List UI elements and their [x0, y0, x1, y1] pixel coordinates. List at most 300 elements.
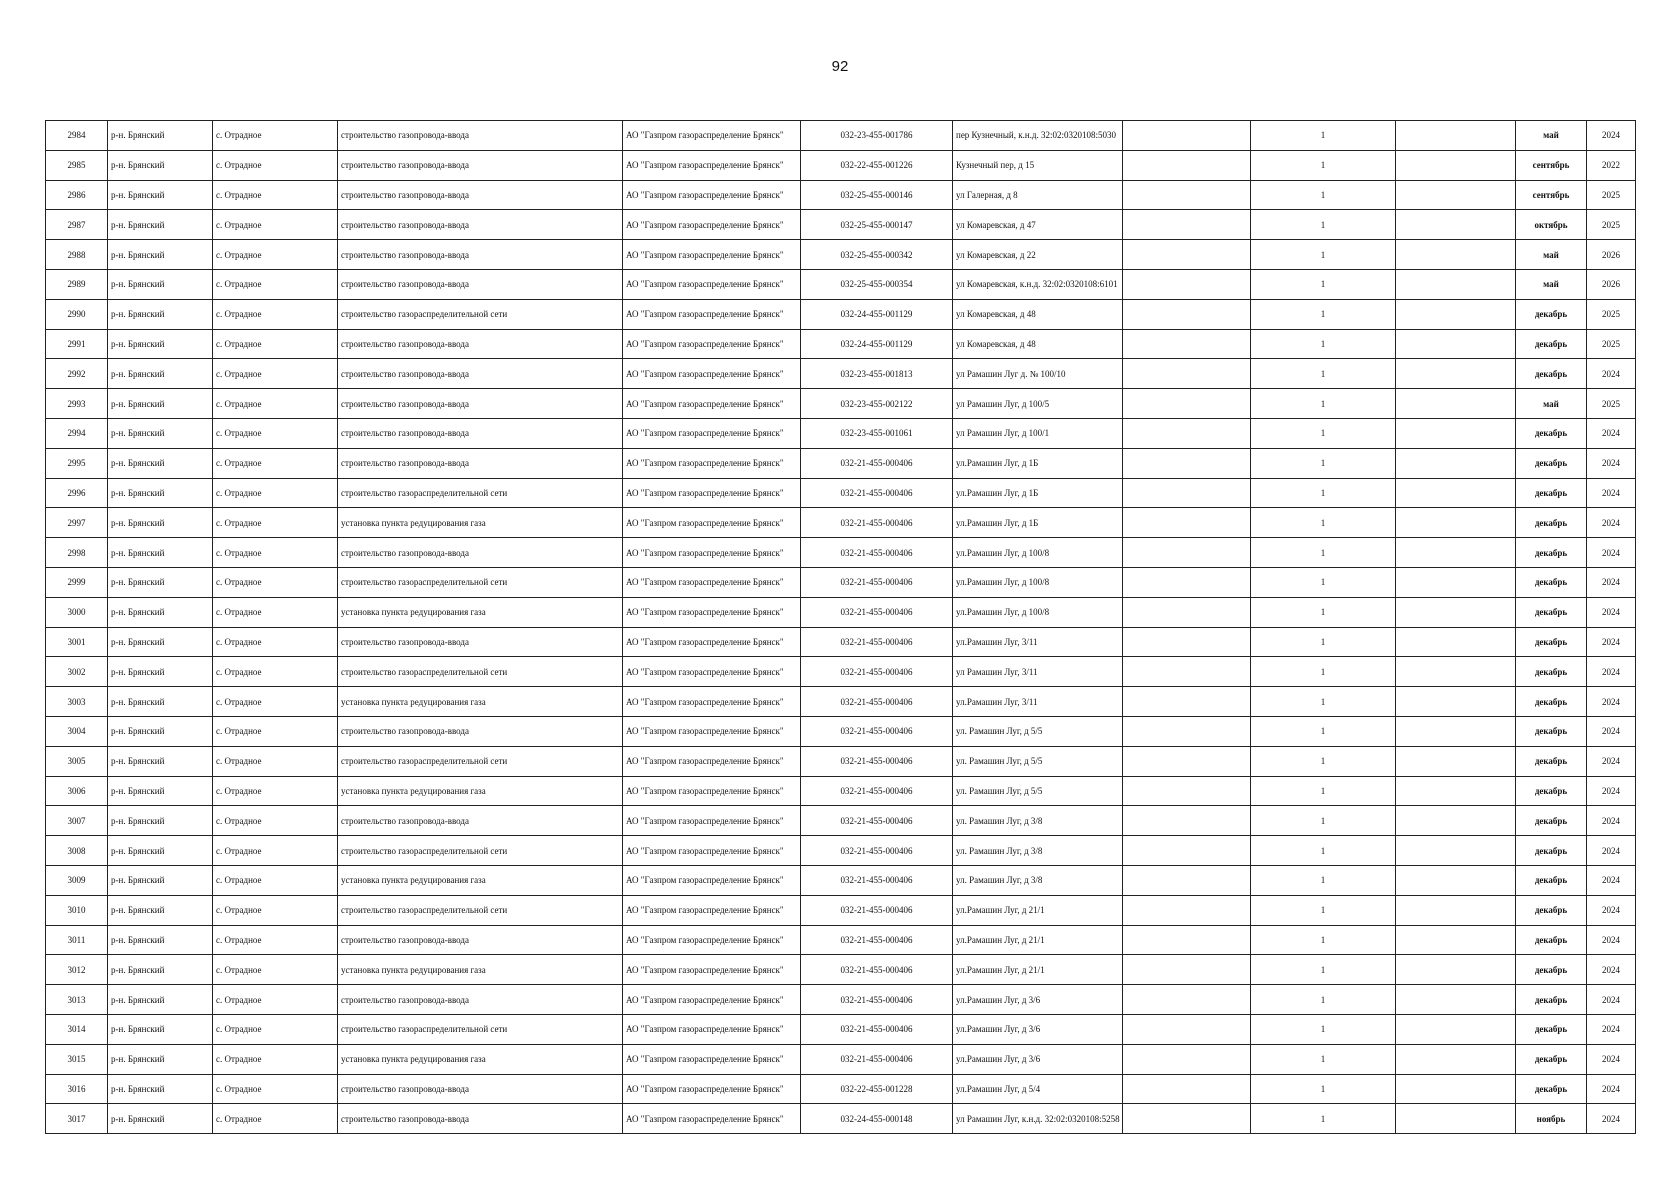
table-row: [46, 150, 1636, 180]
empty-cell: [1123, 359, 1251, 389]
year-cell: 2024: [1587, 746, 1636, 776]
village-cell: с. Отрадное: [213, 657, 338, 687]
empty-cell: [1396, 776, 1516, 806]
record-number: 3007: [46, 806, 108, 836]
empty-cell: [1396, 121, 1516, 151]
record-number: 2984: [46, 121, 108, 151]
record-number: 2990: [46, 299, 108, 329]
address-cell: ул.Рамашин Луг, д 3/6: [953, 1044, 1123, 1074]
village-cell: с. Отрадное: [213, 478, 338, 508]
month-cell: декабрь: [1516, 1074, 1587, 1104]
organization-cell: АО "Газпром газораспределение Брянск": [623, 389, 801, 419]
organization-cell: АО "Газпром газораспределение Брянск": [623, 121, 801, 151]
district-cell: р-н. Брянский: [108, 895, 213, 925]
month-cell: декабрь: [1516, 985, 1587, 1015]
object-code-cell: 032-21-455-000406: [801, 955, 953, 985]
work-type-cell: строительство газопровода-ввода: [338, 627, 623, 657]
object-code-cell: 032-25-455-000147: [801, 210, 953, 240]
organization-cell: АО "Газпром газораспределение Брянск": [623, 269, 801, 299]
organization-cell: АО "Газпром газораспределение Брянск": [623, 1104, 801, 1134]
object-code-cell: 032-22-455-001226: [801, 150, 953, 180]
empty-cell: [1396, 1044, 1516, 1074]
object-code-cell: 032-21-455-000406: [801, 538, 953, 568]
organization-cell: АО "Газпром газораспределение Брянск": [623, 1074, 801, 1104]
year-cell: 2022: [1587, 150, 1636, 180]
object-code-cell: 032-23-455-002122: [801, 389, 953, 419]
district-cell: р-н. Брянский: [108, 329, 213, 359]
month-cell: декабрь: [1516, 657, 1587, 687]
table-body: [46, 121, 1636, 1134]
empty-cell: [1123, 687, 1251, 717]
year-cell: 2026: [1587, 269, 1636, 299]
address-cell: ул. Рамашин Луг, д 5/5: [953, 746, 1123, 776]
address-cell: ул.Рамашин Луг, д 21/1: [953, 925, 1123, 955]
district-cell: р-н. Брянский: [108, 240, 213, 270]
organization-cell: АО "Газпром газораспределение Брянск": [623, 955, 801, 985]
year-cell: 2025: [1587, 210, 1636, 240]
address-cell: ул.Рамашин Луг, д 100/8: [953, 597, 1123, 627]
organization-cell: АО "Газпром газораспределение Брянск": [623, 627, 801, 657]
table-row: [46, 389, 1636, 419]
district-cell: р-н. Брянский: [108, 925, 213, 955]
year-cell: 2024: [1587, 448, 1636, 478]
village-cell: с. Отрадное: [213, 240, 338, 270]
district-cell: р-н. Брянский: [108, 657, 213, 687]
registry-table: [45, 120, 1636, 1134]
record-number: 2994: [46, 418, 108, 448]
work-type-cell: строительство газопровода-ввода: [338, 418, 623, 448]
quantity-cell: 1: [1251, 597, 1396, 627]
quantity-cell: 1: [1251, 687, 1396, 717]
record-number: 3009: [46, 865, 108, 895]
month-cell: сентябрь: [1516, 180, 1587, 210]
organization-cell: АО "Газпром газораспределение Брянск": [623, 359, 801, 389]
month-cell: декабрь: [1516, 508, 1587, 538]
record-number: 3005: [46, 746, 108, 776]
object-code-cell: 032-23-455-001786: [801, 121, 953, 151]
year-cell: 2024: [1587, 657, 1636, 687]
object-code-cell: 032-21-455-000406: [801, 567, 953, 597]
address-cell: пер Кузнечный, к.н.д. 32:02:0320108:5030: [953, 121, 1123, 151]
district-cell: р-н. Брянский: [108, 1044, 213, 1074]
table-row: [46, 925, 1636, 955]
year-cell: 2024: [1587, 1074, 1636, 1104]
village-cell: с. Отрадное: [213, 687, 338, 717]
object-code-cell: 032-23-455-001813: [801, 359, 953, 389]
empty-cell: [1123, 925, 1251, 955]
year-cell: 2024: [1587, 955, 1636, 985]
work-type-cell: строительство газопровода-ввода: [338, 985, 623, 1015]
object-code-cell: 032-25-455-000354: [801, 269, 953, 299]
quantity-cell: 1: [1251, 150, 1396, 180]
month-cell: декабрь: [1516, 627, 1587, 657]
year-cell: 2024: [1587, 806, 1636, 836]
table-row: [46, 359, 1636, 389]
district-cell: р-н. Брянский: [108, 210, 213, 240]
table-row: [46, 538, 1636, 568]
organization-cell: АО "Газпром газораспределение Брянск": [623, 567, 801, 597]
table-row: [46, 955, 1636, 985]
record-number: 3010: [46, 895, 108, 925]
work-type-cell: строительство газораспределительной сети: [338, 895, 623, 925]
work-type-cell: строительство газопровода-ввода: [338, 180, 623, 210]
record-number: 2996: [46, 478, 108, 508]
work-type-cell: строительство газораспределительной сети: [338, 299, 623, 329]
work-type-cell: установка пункта редуцирования газа: [338, 597, 623, 627]
district-cell: р-н. Брянский: [108, 180, 213, 210]
month-cell: декабрь: [1516, 925, 1587, 955]
empty-cell: [1123, 269, 1251, 299]
month-cell: май: [1516, 121, 1587, 151]
month-cell: октябрь: [1516, 210, 1587, 240]
empty-cell: [1123, 329, 1251, 359]
month-cell: декабрь: [1516, 776, 1587, 806]
month-cell: ноябрь: [1516, 1104, 1587, 1134]
address-cell: ул.Рамашин Луг, д 100/8: [953, 538, 1123, 568]
object-code-cell: 032-21-455-000406: [801, 985, 953, 1015]
empty-cell: [1396, 329, 1516, 359]
object-code-cell: 032-21-455-000406: [801, 478, 953, 508]
empty-cell: [1396, 836, 1516, 866]
village-cell: с. Отрадное: [213, 985, 338, 1015]
table-row: [46, 895, 1636, 925]
year-cell: 2024: [1587, 567, 1636, 597]
organization-cell: АО "Газпром газораспределение Брянск": [623, 448, 801, 478]
empty-cell: [1396, 925, 1516, 955]
quantity-cell: 1: [1251, 1074, 1396, 1104]
village-cell: с. Отрадное: [213, 865, 338, 895]
address-cell: ул.Рамашин Луг, д 3/6: [953, 985, 1123, 1015]
empty-cell: [1396, 478, 1516, 508]
address-cell: ул Рамашин Луг д. № 100/10: [953, 359, 1123, 389]
village-cell: с. Отрадное: [213, 150, 338, 180]
record-number: 2985: [46, 150, 108, 180]
table-row: [46, 299, 1636, 329]
year-cell: 2025: [1587, 389, 1636, 419]
month-cell: декабрь: [1516, 895, 1587, 925]
village-cell: с. Отрадное: [213, 329, 338, 359]
district-cell: р-н. Брянский: [108, 567, 213, 597]
year-cell: 2025: [1587, 299, 1636, 329]
village-cell: с. Отрадное: [213, 567, 338, 597]
empty-cell: [1396, 567, 1516, 597]
month-cell: декабрь: [1516, 448, 1587, 478]
village-cell: с. Отрадное: [213, 627, 338, 657]
organization-cell: АО "Газпром газораспределение Брянск": [623, 716, 801, 746]
table-row: [46, 329, 1636, 359]
table-row: [46, 418, 1636, 448]
quantity-cell: 1: [1251, 955, 1396, 985]
year-cell: 2024: [1587, 687, 1636, 717]
record-number: 3003: [46, 687, 108, 717]
work-type-cell: строительство газопровода-ввода: [338, 448, 623, 478]
village-cell: с. Отрадное: [213, 538, 338, 568]
table-row: [46, 1014, 1636, 1044]
quantity-cell: 1: [1251, 746, 1396, 776]
district-cell: р-н. Брянский: [108, 955, 213, 985]
work-type-cell: строительство газораспределительной сети: [338, 836, 623, 866]
object-code-cell: 032-21-455-000406: [801, 1014, 953, 1044]
village-cell: с. Отрадное: [213, 299, 338, 329]
table-row: [46, 687, 1636, 717]
work-type-cell: установка пункта редуцирования газа: [338, 687, 623, 717]
village-cell: с. Отрадное: [213, 776, 338, 806]
table-row: [46, 240, 1636, 270]
empty-cell: [1123, 657, 1251, 687]
object-code-cell: 032-21-455-000406: [801, 1044, 953, 1074]
address-cell: ул. Рамашин Луг, д 5/5: [953, 776, 1123, 806]
empty-cell: [1396, 955, 1516, 985]
month-cell: май: [1516, 389, 1587, 419]
organization-cell: АО "Газпром газораспределение Брянск": [623, 925, 801, 955]
quantity-cell: 1: [1251, 269, 1396, 299]
year-cell: 2024: [1587, 925, 1636, 955]
village-cell: с. Отрадное: [213, 269, 338, 299]
district-cell: р-н. Брянский: [108, 359, 213, 389]
object-code-cell: 032-21-455-000406: [801, 836, 953, 866]
empty-cell: [1396, 389, 1516, 419]
record-number: 2995: [46, 448, 108, 478]
work-type-cell: строительство газопровода-ввода: [338, 329, 623, 359]
village-cell: с. Отрадное: [213, 389, 338, 419]
address-cell: ул.Рамашин Луг, д 5/4: [953, 1074, 1123, 1104]
address-cell: Кузнечный пер, д 15: [953, 150, 1123, 180]
district-cell: р-н. Брянский: [108, 121, 213, 151]
work-type-cell: строительство газопровода-ввода: [338, 1074, 623, 1104]
organization-cell: АО "Газпром газораспределение Брянск": [623, 180, 801, 210]
empty-cell: [1123, 836, 1251, 866]
district-cell: р-н. Брянский: [108, 478, 213, 508]
object-code-cell: 032-21-455-000406: [801, 687, 953, 717]
year-cell: 2024: [1587, 836, 1636, 866]
object-code-cell: 032-21-455-000406: [801, 627, 953, 657]
empty-cell: [1396, 538, 1516, 568]
district-cell: р-н. Брянский: [108, 627, 213, 657]
record-number: 2999: [46, 567, 108, 597]
work-type-cell: установка пункта редуцирования газа: [338, 776, 623, 806]
table-row: [46, 210, 1636, 240]
empty-cell: [1396, 1074, 1516, 1104]
empty-cell: [1123, 895, 1251, 925]
organization-cell: АО "Газпром газораспределение Брянск": [623, 329, 801, 359]
year-cell: 2024: [1587, 716, 1636, 746]
organization-cell: АО "Газпром газораспределение Брянск": [623, 150, 801, 180]
address-cell: ул Комаревская, д 48: [953, 299, 1123, 329]
organization-cell: АО "Газпром газораспределение Брянск": [623, 597, 801, 627]
empty-cell: [1123, 1044, 1251, 1074]
table-row: [46, 508, 1636, 538]
year-cell: 2025: [1587, 329, 1636, 359]
table-row: [46, 1044, 1636, 1074]
quantity-cell: 1: [1251, 657, 1396, 687]
village-cell: с. Отрадное: [213, 1044, 338, 1074]
empty-cell: [1123, 508, 1251, 538]
village-cell: с. Отрадное: [213, 359, 338, 389]
year-cell: 2024: [1587, 359, 1636, 389]
quantity-cell: 1: [1251, 895, 1396, 925]
year-cell: 2024: [1587, 597, 1636, 627]
empty-cell: [1396, 210, 1516, 240]
object-code-cell: 032-21-455-000406: [801, 448, 953, 478]
address-cell: ул.Рамашин Луг, д 21/1: [953, 955, 1123, 985]
table-row: [46, 180, 1636, 210]
record-number: 3013: [46, 985, 108, 1015]
object-code-cell: 032-21-455-000406: [801, 806, 953, 836]
month-cell: декабрь: [1516, 716, 1587, 746]
record-number: 3001: [46, 627, 108, 657]
object-code-cell: 032-21-455-000406: [801, 895, 953, 925]
address-cell: ул Галерная, д 8: [953, 180, 1123, 210]
empty-cell: [1396, 687, 1516, 717]
month-cell: декабрь: [1516, 567, 1587, 597]
village-cell: с. Отрадное: [213, 925, 338, 955]
work-type-cell: строительство газораспределительной сети: [338, 1014, 623, 1044]
month-cell: декабрь: [1516, 478, 1587, 508]
year-cell: 2024: [1587, 1044, 1636, 1074]
address-cell: ул Рамашин Луг, к.н.д. 32:02:0320108:5258: [953, 1104, 1123, 1134]
address-cell: ул.Рамашин Луг, 3/11: [953, 627, 1123, 657]
quantity-cell: 1: [1251, 210, 1396, 240]
district-cell: р-н. Брянский: [108, 418, 213, 448]
quantity-cell: 1: [1251, 1014, 1396, 1044]
address-cell: ул.Рамашин Луг, д 1Б: [953, 478, 1123, 508]
object-code-cell: 032-25-455-000342: [801, 240, 953, 270]
record-number: 3014: [46, 1014, 108, 1044]
village-cell: с. Отрадное: [213, 597, 338, 627]
year-cell: 2026: [1587, 240, 1636, 270]
village-cell: с. Отрадное: [213, 746, 338, 776]
table-row: [46, 836, 1636, 866]
object-code-cell: 032-21-455-000406: [801, 657, 953, 687]
year-cell: 2024: [1587, 865, 1636, 895]
month-cell: декабрь: [1516, 597, 1587, 627]
year-cell: 2024: [1587, 1014, 1636, 1044]
address-cell: ул.Рамашин Луг, д 1Б: [953, 508, 1123, 538]
address-cell: ул Рамашин Луг, д 100/1: [953, 418, 1123, 448]
quantity-cell: 1: [1251, 836, 1396, 866]
object-code-cell: 032-23-455-001061: [801, 418, 953, 448]
village-cell: с. Отрадное: [213, 716, 338, 746]
month-cell: декабрь: [1516, 955, 1587, 985]
year-cell: 2024: [1587, 776, 1636, 806]
quantity-cell: 1: [1251, 985, 1396, 1015]
district-cell: р-н. Брянский: [108, 448, 213, 478]
object-code-cell: 032-22-455-001228: [801, 1074, 953, 1104]
empty-cell: [1123, 121, 1251, 151]
empty-cell: [1396, 1104, 1516, 1134]
empty-cell: [1123, 1104, 1251, 1134]
empty-cell: [1123, 776, 1251, 806]
work-type-cell: строительство газопровода-ввода: [338, 389, 623, 419]
organization-cell: АО "Газпром газораспределение Брянск": [623, 210, 801, 240]
object-code-cell: 032-24-455-001129: [801, 299, 953, 329]
empty-cell: [1396, 448, 1516, 478]
quantity-cell: 1: [1251, 389, 1396, 419]
quantity-cell: 1: [1251, 806, 1396, 836]
empty-cell: [1396, 806, 1516, 836]
empty-cell: [1123, 1074, 1251, 1104]
empty-cell: [1123, 746, 1251, 776]
empty-cell: [1123, 567, 1251, 597]
year-cell: 2024: [1587, 418, 1636, 448]
empty-cell: [1396, 597, 1516, 627]
organization-cell: АО "Газпром газораспределение Брянск": [623, 299, 801, 329]
quantity-cell: 1: [1251, 359, 1396, 389]
object-code-cell: 032-24-455-001129: [801, 329, 953, 359]
object-code-cell: 032-21-455-000406: [801, 716, 953, 746]
organization-cell: АО "Газпром газораспределение Брянск": [623, 508, 801, 538]
empty-cell: [1396, 418, 1516, 448]
organization-cell: АО "Газпром газораспределение Брянск": [623, 478, 801, 508]
table-row: [46, 746, 1636, 776]
record-number: 3015: [46, 1044, 108, 1074]
month-cell: декабрь: [1516, 299, 1587, 329]
year-cell: 2024: [1587, 478, 1636, 508]
table-row: [46, 597, 1636, 627]
year-cell: 2024: [1587, 627, 1636, 657]
object-code-cell: 032-21-455-000406: [801, 508, 953, 538]
work-type-cell: строительство газораспределительной сети: [338, 478, 623, 508]
empty-cell: [1396, 150, 1516, 180]
record-number: 2998: [46, 538, 108, 568]
address-cell: ул.Рамашин Луг, д 1Б: [953, 448, 1123, 478]
organization-cell: АО "Газпром газораспределение Брянск": [623, 895, 801, 925]
empty-cell: [1396, 895, 1516, 925]
empty-cell: [1123, 865, 1251, 895]
quantity-cell: 1: [1251, 478, 1396, 508]
work-type-cell: строительство газопровода-ввода: [338, 210, 623, 240]
quantity-cell: 1: [1251, 240, 1396, 270]
quantity-cell: 1: [1251, 299, 1396, 329]
address-cell: ул. Рамашин Луг, д 5/5: [953, 716, 1123, 746]
empty-cell: [1123, 448, 1251, 478]
month-cell: декабрь: [1516, 687, 1587, 717]
empty-cell: [1396, 508, 1516, 538]
work-type-cell: строительство газопровода-ввода: [338, 716, 623, 746]
village-cell: с. Отрадное: [213, 836, 338, 866]
work-type-cell: строительство газопровода-ввода: [338, 925, 623, 955]
organization-cell: АО "Газпром газораспределение Брянск": [623, 806, 801, 836]
district-cell: р-н. Брянский: [108, 746, 213, 776]
table-row: [46, 716, 1636, 746]
district-cell: р-н. Брянский: [108, 776, 213, 806]
record-number: 2989: [46, 269, 108, 299]
village-cell: с. Отрадное: [213, 895, 338, 925]
village-cell: с. Отрадное: [213, 955, 338, 985]
month-cell: декабрь: [1516, 865, 1587, 895]
organization-cell: АО "Газпром газораспределение Брянск": [623, 657, 801, 687]
empty-cell: [1123, 985, 1251, 1015]
village-cell: с. Отрадное: [213, 1074, 338, 1104]
object-code-cell: 032-21-455-000406: [801, 597, 953, 627]
work-type-cell: установка пункта редуцирования газа: [338, 1044, 623, 1074]
page-number: 92: [831, 58, 849, 75]
address-cell: ул Рамашин Луг, д 100/5: [953, 389, 1123, 419]
object-code-cell: 032-21-455-000406: [801, 746, 953, 776]
work-type-cell: строительство газопровода-ввода: [338, 1104, 623, 1134]
work-type-cell: строительство газораспределительной сети: [338, 657, 623, 687]
district-cell: р-н. Брянский: [108, 1074, 213, 1104]
empty-cell: [1396, 299, 1516, 329]
district-cell: р-н. Брянский: [108, 1104, 213, 1134]
work-type-cell: строительство газопровода-ввода: [338, 269, 623, 299]
district-cell: р-н. Брянский: [108, 389, 213, 419]
village-cell: с. Отрадное: [213, 121, 338, 151]
district-cell: р-н. Брянский: [108, 508, 213, 538]
organization-cell: АО "Газпром газораспределение Брянск": [623, 865, 801, 895]
month-cell: декабрь: [1516, 806, 1587, 836]
empty-cell: [1396, 1014, 1516, 1044]
